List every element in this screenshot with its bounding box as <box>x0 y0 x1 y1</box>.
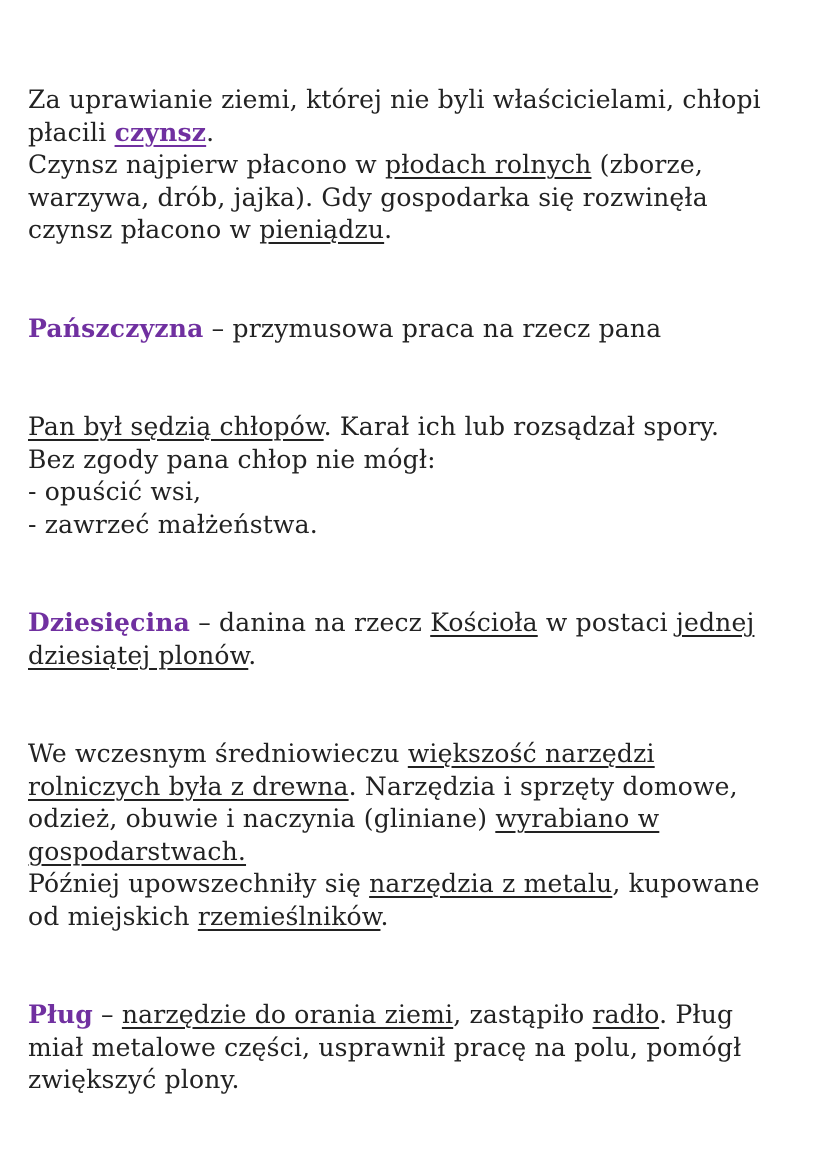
text: - opuścić wsi, <box>28 477 202 506</box>
underlined-phrase: narzędzie do orania ziemi <box>121 1000 454 1029</box>
text-line <box>28 607 808 640</box>
underlined-phrase: Pan był sędzią chłopów <box>28 412 324 441</box>
term-panszczyzna: Pańszczyzna <box>28 313 204 343</box>
text: Później upowszechniły się <box>28 869 370 898</box>
term-dziesiecina: Dziesięcina <box>28 608 191 637</box>
text-line <box>28 803 808 836</box>
text: od miejskich <box>28 901 198 931</box>
term-plug: Pług <box>28 1000 93 1029</box>
text: . <box>206 117 215 147</box>
text-line <box>28 411 808 444</box>
text: płacili <box>28 117 115 147</box>
paragraph-plug <box>28 999 808 1097</box>
underlined-phrase: gospodarstwach. <box>28 836 247 866</box>
text-line <box>28 84 808 117</box>
text-line <box>28 214 808 247</box>
text-line <box>28 1032 808 1065</box>
underlined-phrase: radło <box>592 1000 660 1029</box>
text: , zastąpiło <box>453 1000 593 1029</box>
text: . <box>248 640 257 670</box>
text-line <box>28 444 808 477</box>
term-czynsz: czynsz <box>114 117 207 147</box>
underlined-phrase: jednej <box>676 608 755 637</box>
text: , kupowane <box>612 869 760 898</box>
text: zwiększyć plony. <box>28 1065 240 1094</box>
underlined-phrase: rolniczych była z drewna <box>28 771 349 801</box>
text: . Karał ich lub rozsądzał spory. <box>323 412 720 441</box>
paragraph-panszczyzna <box>28 313 808 346</box>
text-line <box>28 738 808 771</box>
underlined-phrase: dziesiątej plonów <box>28 640 249 670</box>
text: – <box>92 1000 122 1029</box>
text: czynsz płacono w <box>28 215 260 244</box>
document-page <box>28 84 808 1097</box>
text: Czynsz najpierw płacono w <box>28 150 386 179</box>
text: – danina na rzecz <box>190 608 431 637</box>
text: Bez zgody pana chłop nie mógł: <box>28 444 436 474</box>
text: . <box>380 901 389 931</box>
text: We wczesnym średniowieczu <box>28 739 408 768</box>
paragraph-dziesiecina <box>28 607 808 672</box>
text: . <box>384 215 393 244</box>
underlined-phrase: płodach rolnych <box>385 150 592 179</box>
text: . Pług <box>659 1000 734 1029</box>
text-line <box>28 640 808 673</box>
text-line <box>28 771 808 804</box>
definition-text: – przymusowa praca na rzecz pana <box>203 313 662 343</box>
text-line <box>28 1064 808 1097</box>
text-line <box>28 836 808 869</box>
paragraph-sedzia <box>28 411 808 541</box>
paragraph-czynsz <box>28 84 808 247</box>
paragraph-narzedzia <box>28 738 808 933</box>
text: odzież, obuwie i naczynia (gliniane) <box>28 804 496 833</box>
text-line <box>28 999 808 1032</box>
text: warzywa, drób, jajka). Gdy gospodarka się rozwinęła <box>28 182 708 212</box>
text: miał metalowe części, usprawnił pracę na polu, pomógł <box>28 1032 742 1062</box>
text: w postaci <box>537 608 677 637</box>
underlined-phrase: większość narzędzi <box>407 739 655 768</box>
text-line <box>28 868 808 901</box>
list-item <box>28 509 808 542</box>
text-line <box>28 149 808 182</box>
text-line <box>28 117 808 150</box>
text-line <box>28 901 808 934</box>
text: - zawrzeć małżeństwa. <box>28 509 318 539</box>
text: . Narzędzia i sprzęty domowe, <box>348 771 738 801</box>
text-line <box>28 182 808 215</box>
text: Za uprawianie ziemi, której nie byli właścicielami, chłopi <box>28 85 761 114</box>
underlined-phrase: wyrabiano w <box>495 804 660 833</box>
underlined-phrase: rzemieślników <box>197 901 381 931</box>
list-item <box>28 476 808 509</box>
text-line <box>28 313 808 346</box>
underlined-phrase: pieniądzu <box>259 215 385 244</box>
underlined-phrase: narzędzia z metalu <box>369 869 613 898</box>
text: (zborze, <box>591 150 704 179</box>
underlined-phrase: Kościoła <box>430 608 538 637</box>
